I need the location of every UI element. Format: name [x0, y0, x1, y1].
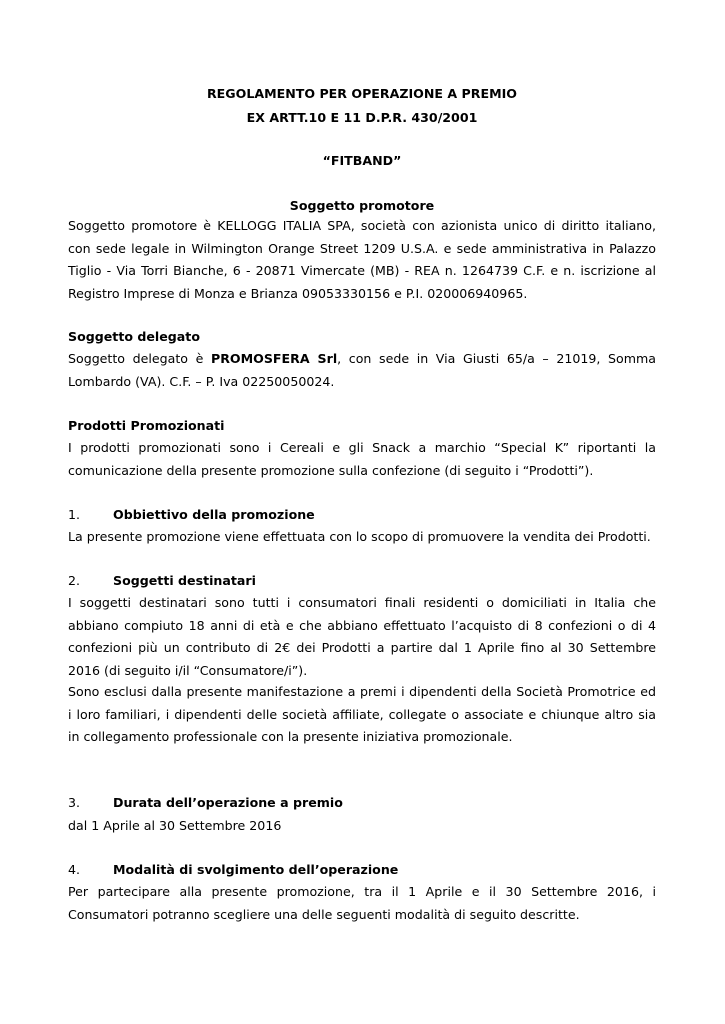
doc-title-line2: EX ARTT.10 E 11 D.P.R. 430/2001 — [246, 110, 478, 125]
delegato-heading: Soggetto delegato — [68, 329, 200, 344]
delegato-company: PROMOSFERA Srl — [210, 351, 338, 366]
section-2-text: I soggetti destinatari sono tutti i consumatori finali residenti o domiciliati in Italia che abbiano compiuto 18 anni di età e che abbiano effettuato l’acquisto di 8 confezioni o di 4 confezioni più un contributo di 2€ dei Prodotti a partire dal 1 Aprile fino al 30 Settembre 2016 (di seguito i/il “Consumatore/i”). — [68, 595, 656, 678]
section-3-text: dal 1 Aprile al 30 Settembre 2016 — [68, 818, 282, 833]
promotore-text: Soggetto promotore è KELLOGG ITALIA SPA, società con azionista unico di diritto italiano, con sede legale in Wilmington Orange Street 1209 U.S.A. e sede amministrativa in Palazzo Tiglio - Via Torri Bianche, 6 - 20871 Vimercate (MB) - REA n. 1264739 C.F. e n. iscrizione al Registro Imprese di Monza e Brianza 09053330156 e P.I. 020006940965. — [68, 218, 656, 301]
section-1-text: La presente promozione viene effettuata con lo scopo di promuovere la vendita dei Prodotti. — [68, 529, 651, 544]
promotore-heading: Soggetto promotore — [289, 198, 435, 213]
section-2-text-2: Sono esclusi dalla presente manifestazione a premi i dipendenti della Società Promotrice ed i loro familiari, i dipendenti delle società affiliate, collegate o associate e chiunque altro sia in collegamento professionale con la presente iniziativa promozionale. — [68, 684, 656, 744]
prodotti-heading: Prodotti Promozionati — [68, 418, 225, 433]
section-3-heading: 3. Durata dell’operazione a premio — [68, 795, 343, 810]
section-1-heading: 1. Obbiettivo della promozione — [68, 507, 315, 522]
delegato-text: Soggetto delegato è PROMOSFERA Srl, con sede in Via Giusti 65/a – 21019, Somma Lombardo (VA). C.F. – P. Iva 02250050024. — [68, 351, 656, 389]
prodotti-text: I prodotti promozionati sono i Cereali e gli Snack a marchio “Special K” riportanti la comunicazione della presente promozione sulla confezione (di seguito i “Prodotti”). — [68, 440, 656, 478]
section-4-heading: 4. Modalità di svolgimento dell’operazione — [68, 862, 399, 877]
promotion-name: “FITBAND” — [322, 153, 402, 168]
section-2-heading: 2. Soggetti destinatari — [68, 573, 256, 588]
section-4-text: Per partecipare alla presente promozione, tra il 1 Aprile e il 30 Settembre 2016, i Consumatori potranno scegliere una delle seguenti modalità di seguito descritte. — [68, 884, 656, 922]
doc-title-line1: REGOLAMENTO PER OPERAZIONE A PREMIO — [206, 86, 517, 101]
